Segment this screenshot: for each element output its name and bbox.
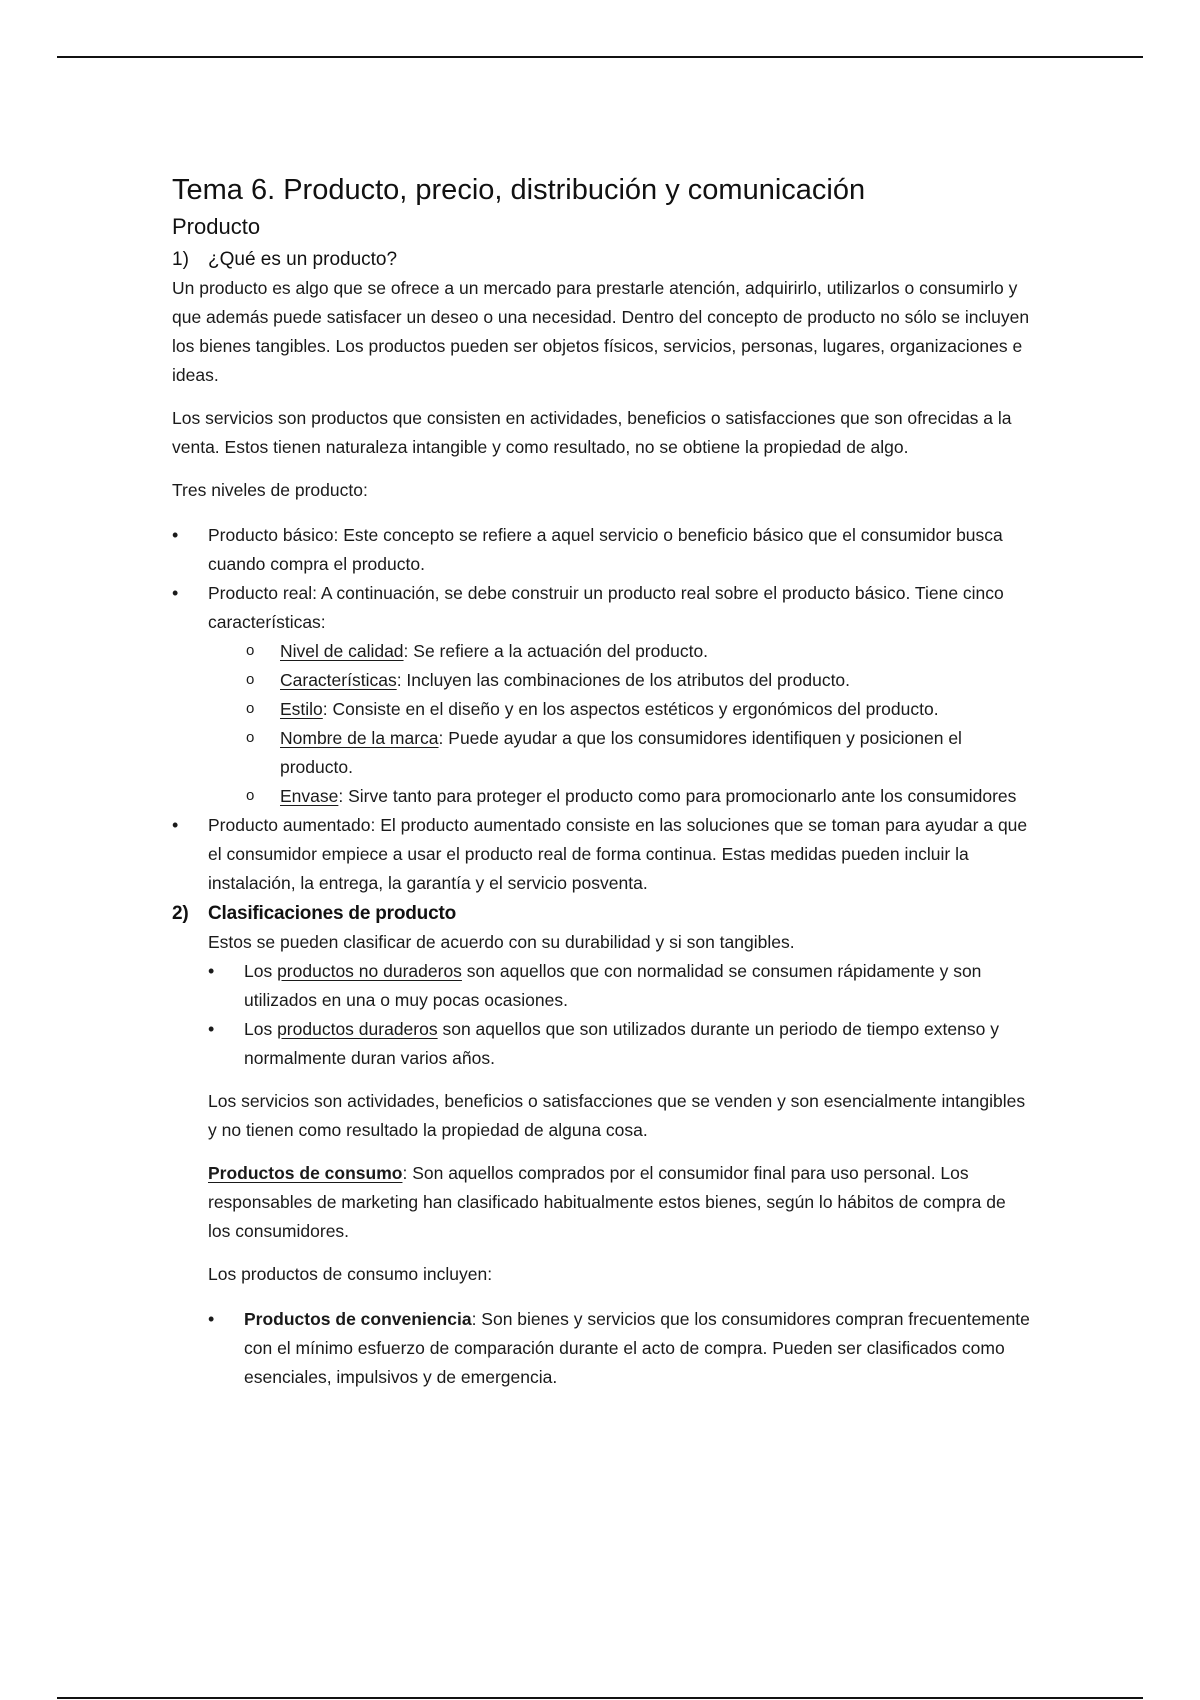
characteristic-term: Características — [280, 670, 397, 690]
characteristic-item — [208, 724, 1032, 782]
list-item-augmented: • Producto aumentado: El producto aumentado consiste en las soluciones que se toman para ayudar a que el consumidor empiece a usar el producto real de forma continua. Estas medidas pueden incluir la instalación, la entrega, la garantía y el servicio posventa. — [172, 811, 1032, 898]
durability-item — [208, 1015, 1032, 1073]
characteristic-item — [208, 637, 1032, 666]
list-item-real-text: Producto real: A continuación, se debe construir un producto real sobre el producto básico. Tiene cinco características: — [208, 583, 1004, 632]
paragraph-classification-intro: Estos se pueden clasificar de acuerdo con su durabilidad y si son tangibles. — [208, 932, 795, 952]
consumer-type-item — [208, 1305, 1032, 1392]
characteristic-item — [208, 666, 1032, 695]
durability-term: productos duraderos — [277, 1019, 438, 1039]
header-rule — [57, 56, 1143, 58]
durability-list — [208, 957, 1032, 1073]
characteristic-text: : Consiste en el diseño y en los aspectos estéticos y ergonómicos del producto. — [322, 699, 939, 719]
consumer-products-text: : Son aquellos comprados por el consumidor final para uso personal. Los responsables de marketing han clasificado habitualmente estos bienes, según lo hábitos de compra de los consumidores. — [208, 1163, 1006, 1241]
footer-rule — [57, 1697, 1143, 1699]
durability-post: son aquellos que con normalidad se consumen rápidamente y son utilizados en una o muy pocas ocasiones. — [244, 961, 982, 1010]
question-1-title: ¿Qué es un producto? — [208, 249, 398, 270]
paragraph-consumer-products — [208, 1159, 1032, 1246]
paragraph-product-definition: Un producto es algo que se ofrece a un mercado para prestarle atención, adquirirlo, utilizarlos o consumirlo y que además puede satisfacer un deseo o una necesidad. Dentro del concepto de producto no sólo se incluyen los bienes tangibles. Los productos pueden ser objetos físicos, servicios, personas, lugares, organizaciones e ideas. — [172, 278, 1030, 385]
levels-list — [172, 521, 1032, 898]
paragraph-services: Los servicios son productos que consisten en actividades, beneficios o satisfacciones que son ofrecidas a la venta. Estos tienen naturaleza intangible y como resultado, no se obtiene la propiedad de algo. — [172, 408, 1012, 457]
characteristics-list — [208, 637, 1032, 811]
characteristic-text: : Sirve tanto para proteger el producto como para promocionarlo ante los consumidores — [338, 786, 1017, 806]
durability-post: son aquellos que son utilizados durante un periodo de tiempo extenso y normalmente duran varios años. — [244, 1019, 999, 1068]
question-2-heading — [172, 900, 1032, 928]
durability-item — [208, 957, 1032, 1015]
characteristic-item — [208, 695, 1032, 724]
durability-pre: Los — [244, 961, 278, 981]
paragraph-levels-intro: Tres niveles de producto: — [172, 480, 368, 500]
list-item-real — [172, 579, 1032, 811]
question-1-heading — [172, 246, 1032, 274]
consumer-types-list — [208, 1305, 1032, 1392]
characteristic-text: : Se refiere a la actuación del producto. — [403, 641, 709, 661]
page-title: Tema 6. Producto, precio, distribución y comunicación — [172, 174, 866, 206]
question-2-body — [172, 928, 1032, 1392]
page-content — [172, 170, 1032, 1392]
question-2-title: Clasificaciones de producto — [208, 903, 456, 924]
characteristic-text: : Incluyen las combinaciones de los atributos del producto. — [396, 670, 851, 690]
paragraph-services-definition: Los servicios son actividades, beneficios o satisfacciones que se venden y son esencialmente intangibles y no tienen como resultado la propiedad de alguna cosa. — [208, 1091, 1026, 1140]
characteristic-item — [208, 782, 1032, 811]
paragraph-consumer-includes: Los productos de consumo incluyen: — [208, 1264, 493, 1284]
characteristic-term: Estilo — [280, 699, 323, 719]
question-2-number: 2) — [172, 903, 189, 924]
convenience-text: : Son bienes y servicios que los consumidores compran frecuentemente con el mínimo esfuerzo de comparación durante el acto de compra. Pueden ser clasificados como esenciales, impulsivos y de emergencia. — [244, 1309, 1030, 1387]
characteristic-term: Envase — [280, 786, 339, 806]
durability-term: productos no duraderos — [277, 961, 462, 981]
convenience-term: Productos de conveniencia — [244, 1309, 472, 1329]
list-item-basic: • Producto básico: Este concepto se refiere a aquel servicio o beneficio básico que el consumidor busca cuando compra el producto. — [172, 521, 1032, 579]
durability-pre: Los — [244, 1019, 278, 1039]
section-heading: Producto — [172, 214, 261, 239]
question-1-number: 1) — [172, 249, 189, 270]
characteristic-text: : Puede ayudar a que los consumidores identifiquen y posicionen el producto. — [280, 728, 962, 777]
consumer-products-term: Productos de consumo — [208, 1163, 403, 1183]
characteristic-term: Nombre de la marca — [280, 728, 439, 748]
characteristic-term: Nivel de calidad — [280, 641, 404, 661]
